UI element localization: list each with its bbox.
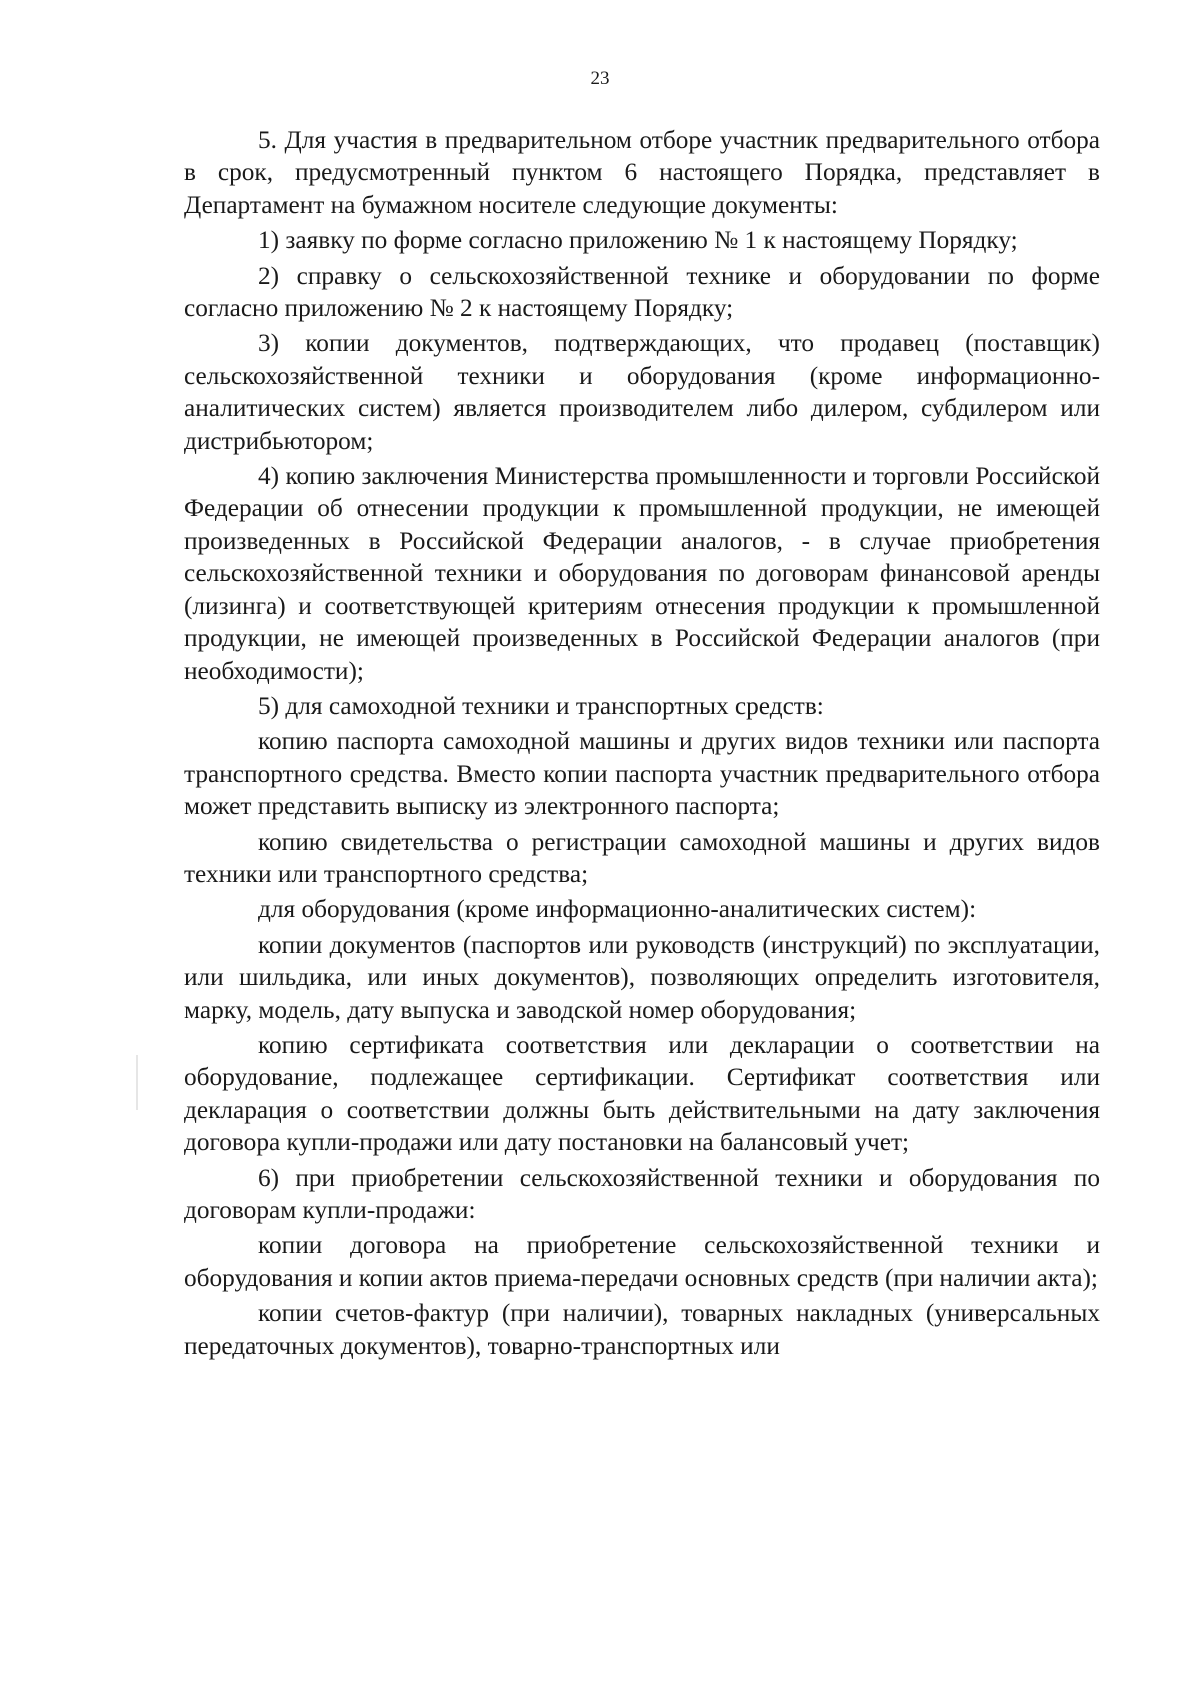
paragraph-subitem-3: 3) копии документов, подтверждающих, что продавец (поставщик) сельскохозяйственной техники и оборудования (кроме информационно-аналитических систем) является производителем либо дилером, субдилером или дистрибьютором; — [184, 329, 1100, 455]
paragraph-contract-copy: копии договора на приобретение сельскохозяйственной техники и оборудования и копии актов приема-передачи основных средств (при наличии акта); — [184, 1231, 1100, 1292]
paragraph-equipment-documents: копии документов (паспортов или руководств (инструкций) по эксплуатации, или шильдика, или иных документов), позволяющих определить изготовителя, марку, модель, дату выпуска и заводской номер оборудования; — [184, 930, 1100, 1024]
scan-artifact-line — [136, 1055, 138, 1110]
paragraph-subitem-1: 1) заявку по форме согласно приложению № 1 к настоящему Порядку; — [258, 226, 1018, 255]
paragraph-certificate-copy: копию сертификата соответствия или декларации о соответствии на оборудование, подлежащее сертификации. Сертификат соответствия или декларация о соответствии должны быть действительными на дату заключения договора купли-продажи или дату постановки на балансовый учет; — [184, 1030, 1100, 1157]
page-number: 23 — [590, 68, 610, 89]
paragraph-subitem-6: 6) при приобретении сельскохозяйственной техники и оборудования по договорам купли-продажи: — [184, 1163, 1100, 1224]
paragraph-item-5: 5. Для участия в предварительном отборе участник предварительного отбора в срок, предусмотренный пунктом 6 настоящего Порядка, представляет в Департамент на бумажном носителе следующие документы: — [184, 126, 1100, 219]
paragraph-registration-copy: копию свидетельства о регистрации самоходной машины и других видов техники или транспортного средства; — [184, 827, 1100, 888]
paragraph-equipment-heading: для оборудования (кроме информационно-аналитических систем): — [258, 895, 977, 924]
paragraph-subitem-4: 4) копию заключения Министерства промышленности и торговли Российской Федерации об отнесении продукции к промышленной продукции, не имеющей произведенных в Российской Федерации аналогов, - в случае приобретения сельскохозяйственной техники и оборудования по договорам финансовой аренды (лизинга) и соответствующей критериям отнесения продукции к промышленной продукции, не имеющей произведенных в Российской Федерации аналогов (при необходимости); — [184, 462, 1100, 685]
paragraph-invoices-copy: копии счетов-фактур (при наличии), товарных накладных (универсальных передаточных документов), товарно-транспортных или — [184, 1299, 1100, 1360]
paragraph-subitem-2: 2) справку о сельскохозяйственной технике и оборудовании по форме согласно приложению № 2 к настоящему Порядку; — [184, 261, 1100, 323]
paragraph-subitem-5: 5) для самоходной техники и транспортных средств: — [258, 691, 824, 720]
document-body — [184, 124, 1100, 1362]
paragraph-passport-copy: копию паспорта самоходной машины и других видов техники или паспорта транспортного средства. Вместо копии паспорта участник предварительного отбора может представить выписку из электронного паспорта; — [184, 727, 1100, 821]
